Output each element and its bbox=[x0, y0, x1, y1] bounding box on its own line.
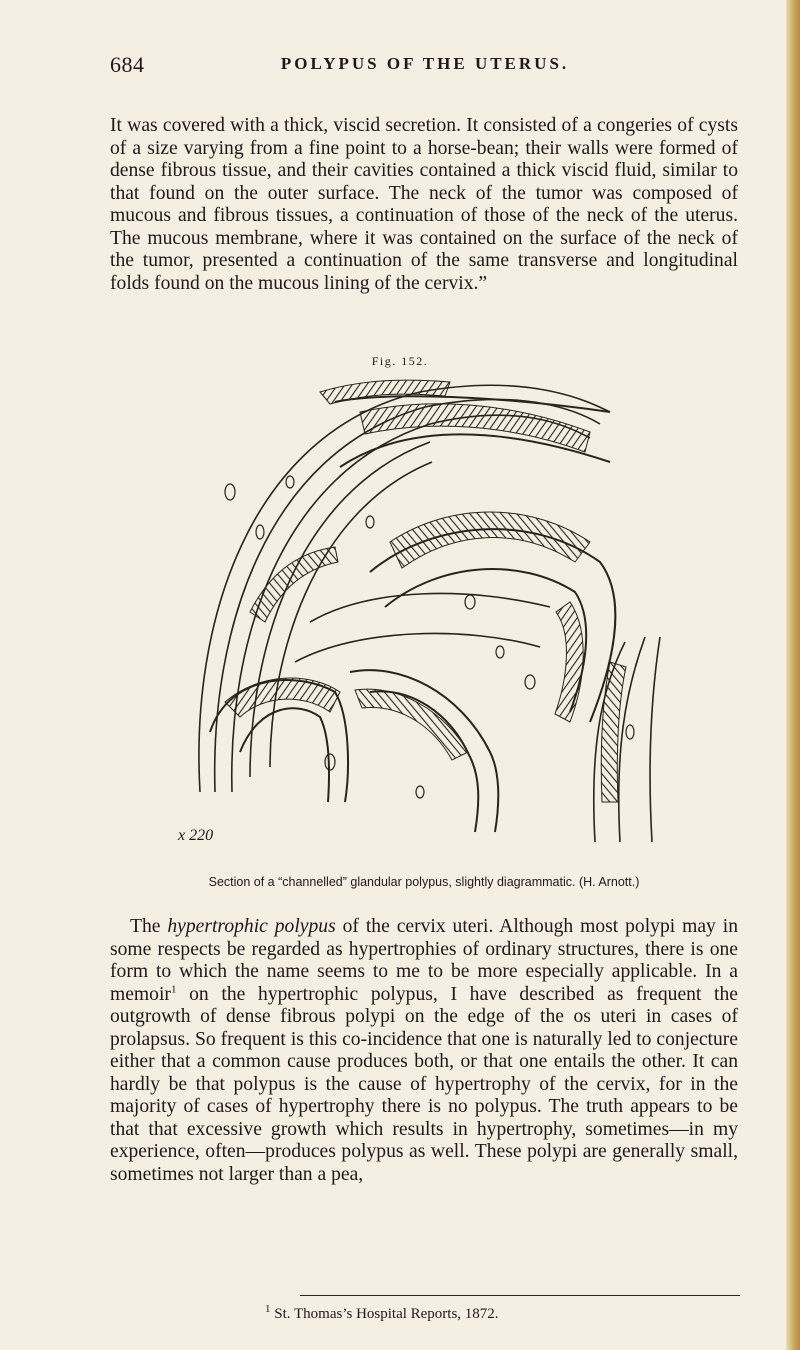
paragraph-text-a: of the cervix uteri. Although most polypi may in some respects be regarded as hypertrophies of ordinary structures, there is one form to which the name seems to me to be more especially applicable. In a memoir bbox=[110, 916, 738, 1005]
footnote-text: St. Thomas’s Hospital Reports, 1872. bbox=[274, 1306, 499, 1322]
footnote-marker: 1 bbox=[265, 1303, 271, 1315]
paragraph-lead: The bbox=[130, 916, 168, 937]
paragraph-continuation: It was covered with a thick, viscid secretion. It consisted of a congeries of cysts of a size varying from a fine point to a horse-bean; their walls were formed of dense fibrous tissue, and their cavities contained a thick viscid fluid, similar to that found on the outer surface. The neck of the tumor was composed of mucous and fibrous tissues, a continuation of those of the neck of the uterus. The mucous membrane, where it was contained on the surface of the neck of the tumor, presented a continuation of the same transverse and longitudinal folds found on the mucous lining of the cervix.” bbox=[110, 115, 738, 294]
footnote-divider bbox=[300, 1295, 740, 1296]
paragraph-text-b: on the hypertrophic polypus, I have described as frequent the outgrowth of dense fibrous polypi on the edge of the os uteri in cases of prolapsus. So frequent is this co-incidence that one is naturally led to conjecture either that a common cause produces both, or that one entails the other. It can hardly be that polypus is the cause of hypertrophy of the cervix, for in the majority of cases of hypertrophy there is no polypus. The truth appears to be that that excessive growth which results in hypertrophy, sometimes—in my experience, often—produces polypus as well. These polypi are generally small, sometimes not larger than a pea, bbox=[110, 983, 738, 1185]
figure-illustration bbox=[170, 372, 670, 864]
footnote bbox=[265, 1303, 740, 1323]
figure-label: Fig. 152. bbox=[371, 354, 429, 368]
figure-caption: Section of a “channelled” glandular polypus, slightly diagrammatic. (H. Arnott.) bbox=[208, 875, 640, 889]
magnification-label: x 220 bbox=[178, 827, 214, 844]
italic-term: hypertrophic polypus bbox=[167, 916, 336, 937]
page-number: 684 bbox=[110, 52, 145, 77]
running-head: POLYPUS OF THE UTERUS. bbox=[280, 54, 570, 73]
glandular-polypus-section-illustration bbox=[170, 372, 670, 864]
footnote-reference[interactable]: 1 bbox=[170, 982, 177, 995]
page-header bbox=[110, 52, 740, 82]
paragraph-hypertrophic-polypus bbox=[110, 916, 738, 1186]
page-edge-shading bbox=[786, 0, 800, 1350]
